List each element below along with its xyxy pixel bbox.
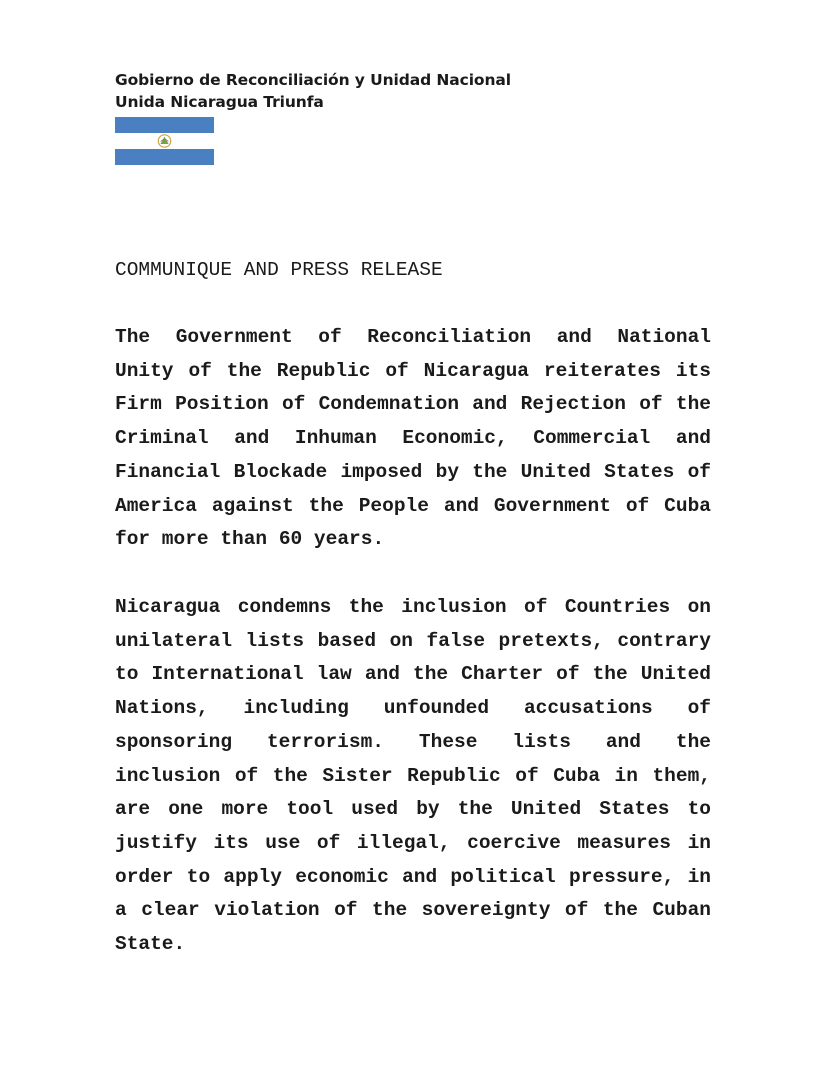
letterhead bbox=[115, 69, 511, 113]
flag-bottom-stripe bbox=[115, 149, 214, 165]
flag-top-stripe bbox=[115, 117, 214, 133]
government-name: Gobierno de Reconciliación y Unidad Nacional bbox=[115, 71, 511, 89]
paragraph-blockade-condemnation: The Government of Reconciliation and National Unity of the Republic of Nicaragua reiterates its Firm Position of Condemnation and Rejection of the Criminal and Inhuman Economic, Commercial and Financial Blockade imposed by the United States of America against the People and Government of Cuba for more than 60 years. bbox=[115, 326, 711, 551]
paragraph-unilateral-lists: Nicaragua condemns the inclusion of Countries on unilateral lists based on false pretexts, contrary to International law and the Charter of the United Nations, including unfounded accusations of sponsoring terrorism. These lists and the inclusion of the Sister Republic of Cuba in them, are one more tool used by the United States to justify its use of illegal, coercive measures in order to apply economic and political pressure, in a clear violation of the sovereignty of the Cuban State. bbox=[115, 596, 711, 956]
nicaragua-flag-icon bbox=[115, 117, 214, 165]
government-slogan: Unida Nicaragua Triunfa bbox=[115, 93, 324, 111]
document-title: COMMUNIQUE AND PRESS RELEASE bbox=[115, 259, 443, 281]
